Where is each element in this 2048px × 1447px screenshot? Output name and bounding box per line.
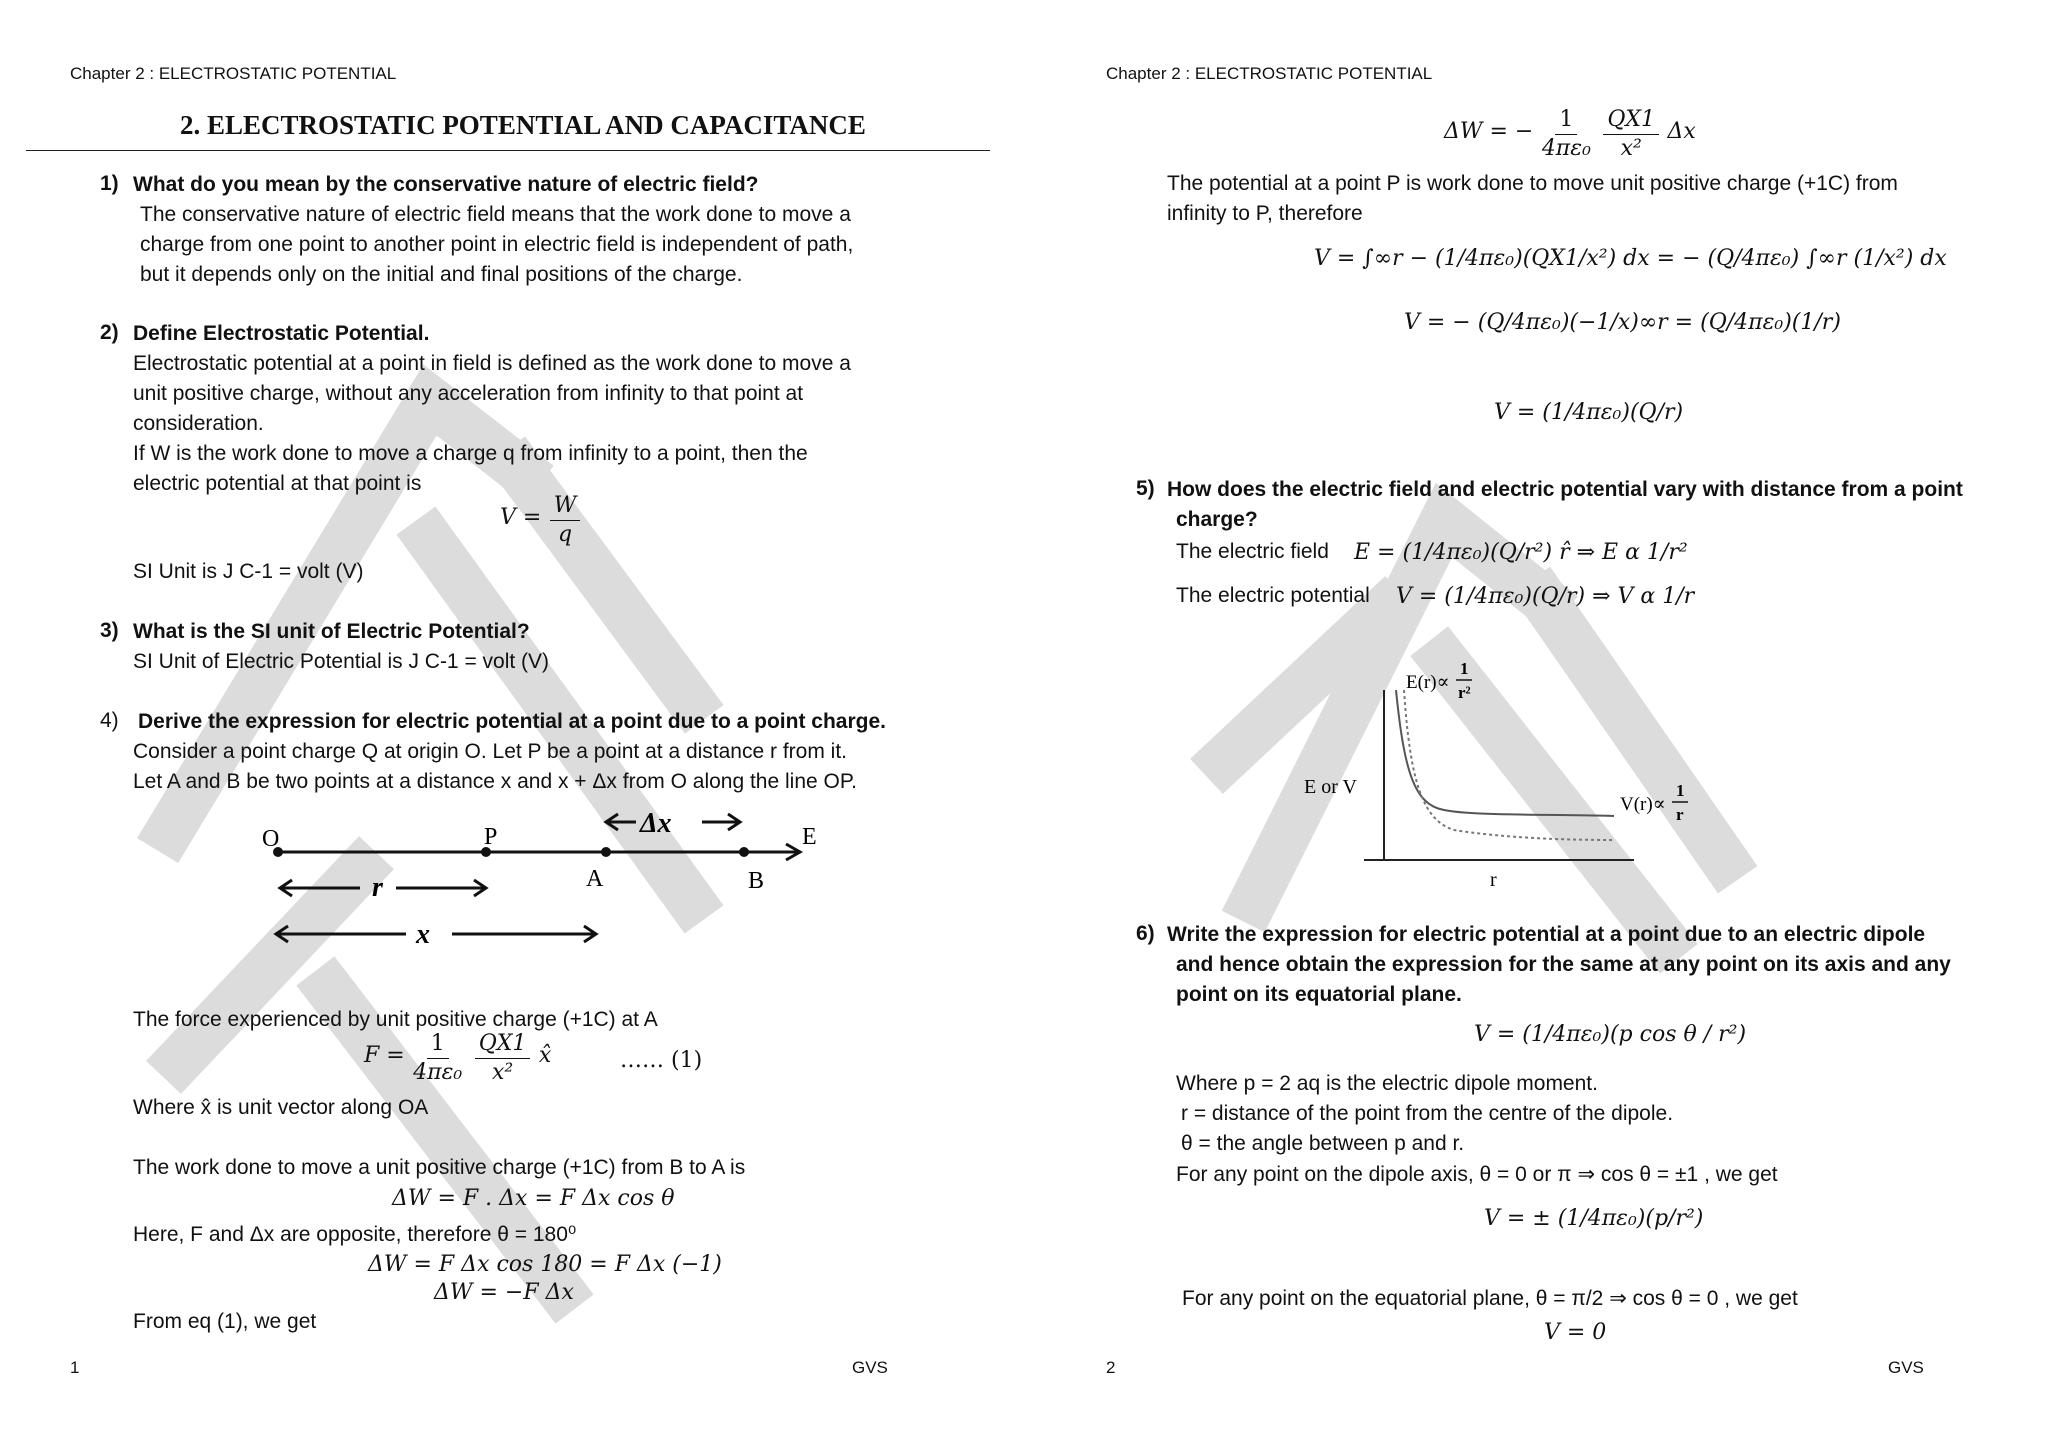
force-text: The force experienced by unit positive charge (+1C) at A bbox=[133, 1008, 658, 1031]
field-label: The electric field bbox=[1176, 540, 1329, 563]
label-x: x bbox=[416, 919, 430, 950]
final-potential-line: V = (1/4πε₀)(Q/r) bbox=[1494, 400, 1684, 425]
equatorial-formula: V = 0 bbox=[1544, 1320, 1607, 1345]
frac-den: 4πε₀ bbox=[413, 1059, 463, 1085]
label-o: O bbox=[262, 826, 280, 852]
q1-line: but it depends only on the initial and final positions of the charge. bbox=[140, 263, 743, 286]
theta-definition: θ = the angle between p and r. bbox=[1181, 1132, 1465, 1155]
label-p: P bbox=[484, 824, 498, 850]
q4-question: Derive the expression for electric potential at a point due to a point charge. bbox=[138, 710, 886, 733]
evaluation-line: V = − (Q/4πε₀)(−1/x)∞r = (Q/4πε₀)(1/r) bbox=[1404, 310, 1841, 335]
q1-number: 1) bbox=[100, 172, 119, 195]
field-formula: E = (1/4πε₀)(Q/r²) r̂ ⇒ E α 1/r² bbox=[1354, 540, 1688, 565]
e-curve-frac-den: r² bbox=[1458, 683, 1471, 702]
q4-line: Let A and B be two points at a distance x and x + Δx from O along the line OP. bbox=[133, 770, 857, 793]
work-equation-b: ΔW = −F Δx bbox=[434, 1280, 574, 1305]
equatorial-text: For any point on the equatorial plane, θ = π/2 ⇒ cos θ = 0 , we get bbox=[1182, 1287, 1798, 1310]
footer-author: GVS bbox=[1888, 1358, 1924, 1377]
frac-num: 1 bbox=[1555, 106, 1577, 135]
q2-line: electric potential at that point is bbox=[133, 472, 422, 495]
q1-line: The conservative nature of electric field means that the work done to move a bbox=[140, 203, 851, 226]
q2-line: If W is the work done to move a charge q from infinity to a point, then the bbox=[133, 442, 808, 465]
work-text: The work done to move a unit positive charge (+1C) from B to A is bbox=[133, 1156, 746, 1179]
q4-line: Consider a point charge Q at origin O. Let P be a point at a distance r from it. bbox=[133, 740, 847, 763]
formula-lhs: V = bbox=[500, 505, 542, 531]
q4-number: 4) bbox=[100, 709, 119, 732]
work-formula: ΔW = F . Δx = F Δx cos θ bbox=[392, 1186, 675, 1211]
potential-formula: V = (1/4πε₀)(Q/r) ⇒ V α 1/r bbox=[1396, 584, 1695, 609]
title-rule bbox=[26, 150, 990, 151]
q3-answer: SI Unit of Electric Potential is J C-1 = volt (V) bbox=[133, 650, 550, 673]
equation-number: …… (1) bbox=[620, 1048, 703, 1073]
v-curve-frac-den: r bbox=[1676, 805, 1684, 824]
field-potential-graph bbox=[1304, 650, 1744, 890]
q5-question: charge? bbox=[1176, 508, 1258, 531]
e-curve-frac-num: 1 bbox=[1460, 659, 1469, 678]
q1-question: What do you mean by the conservative nature of electric field? bbox=[133, 173, 759, 196]
opposite-text: Here, F and Δx are opposite, therefore θ = 180⁰ bbox=[133, 1223, 577, 1246]
r-definition: r = distance of the point from the centre of the dipole. bbox=[1181, 1102, 1674, 1125]
q2-number: 2) bbox=[100, 321, 119, 344]
q6-number: 6) bbox=[1136, 922, 1155, 945]
label-r: r bbox=[372, 872, 383, 903]
potential-label: The electric potential bbox=[1176, 584, 1370, 607]
where-p: Where p = 2 aq is the electric dipole moment. bbox=[1176, 1072, 1598, 1095]
axis-text: For any point on the dipole axis, θ = 0 or π ⇒ cos θ = ±1 , we get bbox=[1176, 1163, 1778, 1186]
q2-line: Electrostatic potential at a point in field is defined as the work done to move a bbox=[133, 352, 851, 375]
q2-line: consideration. bbox=[133, 412, 264, 435]
v-curve-frac-num: 1 bbox=[1676, 781, 1685, 800]
q6-question: Write the expression for electric potential at a point due to an electric dipole bbox=[1167, 923, 1926, 946]
page-header: Chapter 2 : ELECTROSTATIC POTENTIAL bbox=[70, 64, 397, 83]
label-b: B bbox=[748, 868, 765, 894]
potential-formula bbox=[500, 492, 584, 548]
work-equation-a: ΔW = F Δx cos 180 = F Δx (−1) bbox=[368, 1252, 722, 1277]
frac-num: 1 bbox=[427, 1030, 449, 1059]
dw-formula bbox=[1444, 106, 1696, 162]
page-header: Chapter 2 : ELECTROSTATIC POTENTIAL bbox=[1106, 64, 1433, 83]
force-formula bbox=[364, 1030, 551, 1086]
e-curve-label: E(r)∝ bbox=[1406, 672, 1450, 693]
frac-den: x² bbox=[491, 1059, 514, 1085]
graph-x-label: r bbox=[1490, 869, 1497, 890]
formula-denominator: q bbox=[558, 521, 573, 547]
q2-line: unit positive charge, without any acceleration from infinity to that point at bbox=[133, 382, 804, 405]
unit-vector: x̂ bbox=[538, 1043, 552, 1069]
potential-text: infinity to P, therefore bbox=[1167, 202, 1363, 225]
frac-num: QX1 bbox=[1603, 106, 1659, 135]
q5-question: How does the electric field and electric potential vary with distance from a point bbox=[1167, 478, 1963, 501]
page-title: 2. ELECTROSTATIC POTENTIAL AND CAPACITANCE bbox=[180, 110, 866, 140]
label-a: A bbox=[586, 866, 604, 892]
q5-number: 5) bbox=[1136, 477, 1155, 500]
unit-vector-text: Where x̂ is unit vector along OA bbox=[133, 1096, 429, 1119]
frac-num: QX1 bbox=[475, 1030, 531, 1059]
q3-question: What is the SI unit of Electric Potential? bbox=[133, 620, 530, 643]
label-e: E bbox=[802, 824, 817, 850]
frac-den: x² bbox=[1620, 135, 1642, 161]
axis-formula: V = ± (1/4πε₀)(p/r²) bbox=[1484, 1206, 1704, 1231]
from-eq-text: From eq (1), we get bbox=[133, 1310, 317, 1333]
q6-question: point on its equatorial plane. bbox=[1176, 983, 1462, 1006]
force-lhs: F = bbox=[364, 1043, 405, 1069]
q2-si-unit: SI Unit is J C-1 = volt (V) bbox=[133, 560, 364, 583]
v-curve-label: V(r)∝ bbox=[1620, 794, 1666, 815]
page-number: 1 bbox=[70, 1358, 80, 1377]
line-diagram bbox=[240, 810, 840, 960]
q1-line: charge from one point to another point in electric field is independent of path, bbox=[140, 233, 854, 256]
frac-den: 4πε₀ bbox=[1541, 135, 1591, 161]
graph-y-label: E or V bbox=[1304, 776, 1357, 798]
footer-author: GVS bbox=[852, 1358, 888, 1377]
q3-number: 3) bbox=[100, 619, 119, 642]
q6-question: and hence obtain the expression for the same at any point on its axis and any bbox=[1176, 953, 1951, 976]
page-number: 2 bbox=[1106, 1358, 1116, 1377]
label-delta-x: Δx bbox=[640, 810, 672, 839]
dw-lhs: ΔW = − bbox=[1444, 119, 1534, 145]
potential-text: The potential at a point P is work done to move unit positive charge (+1C) from bbox=[1167, 172, 1898, 195]
integral-line: V = ∫∞r − (1/4πε₀)(QX1/x²) dx = − (Q/4πε₀) ∫∞r (1/x²) dx bbox=[1314, 246, 1947, 271]
formula-numerator: W bbox=[550, 492, 581, 521]
dw-tail: Δx bbox=[1667, 119, 1696, 145]
q2-question: Define Electrostatic Potential. bbox=[133, 322, 430, 345]
page-2 bbox=[1024, 0, 2048, 1447]
dipole-formula: V = (1/4πε₀)(p cos θ / r²) bbox=[1474, 1022, 1747, 1047]
